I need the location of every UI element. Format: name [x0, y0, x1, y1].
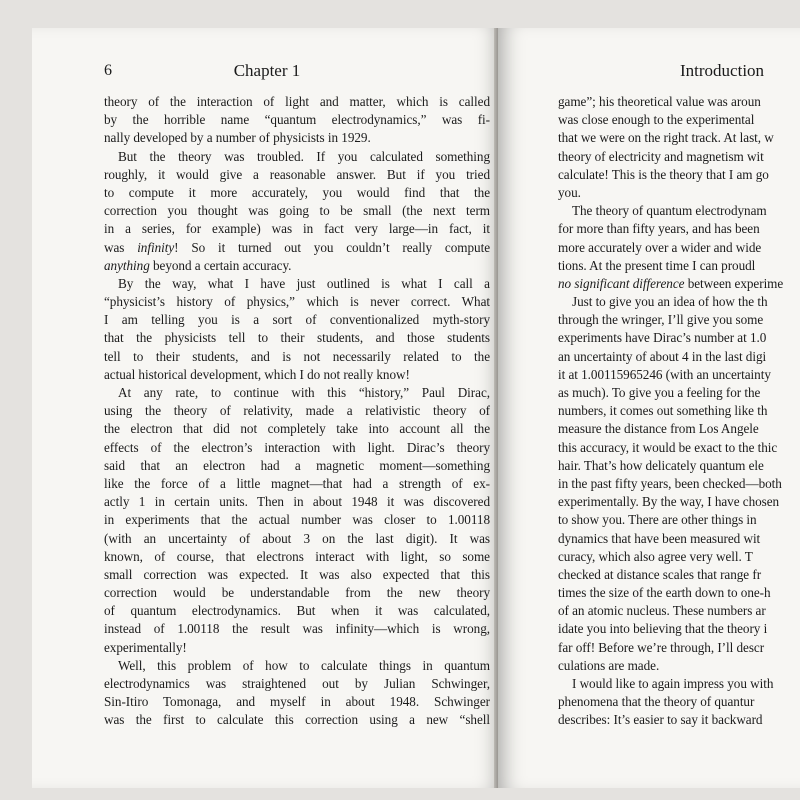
text-line: in the past fifty years, been checked—both — [558, 475, 782, 491]
left-page — [32, 28, 502, 788]
text-line: experiments have Dirac’s number at 1.0 — [558, 330, 767, 346]
text-line: known, of course, that electrons interact with light, so some — [104, 548, 490, 564]
text-line: game”; his theoretical value was aroun — [558, 94, 761, 109]
left-page-body — [104, 93, 490, 730]
text-line: the electron that did not completely take into account all the — [104, 421, 490, 437]
text-line: theory of electricity and magnetism wit — [558, 148, 764, 164]
text-line: an uncertainty of about 4 in the last digi — [558, 348, 767, 364]
text-line: theory of the interaction of light and matter, which is called — [104, 94, 490, 109]
text-line: I am telling you is a sort of conventionalized myth-story — [104, 312, 490, 328]
text-line: “physicist’s history of physics,” which is never correct. What — [104, 294, 490, 310]
text-line: idate you into believing that the theory i — [558, 621, 768, 637]
right-page — [498, 28, 800, 788]
text-line: But the theory was troubled. If you calculated something — [118, 148, 490, 164]
text-line: actly 1 in certain units. Then in about 1948 it was discovered — [104, 494, 490, 510]
text-line: nally developed by a number of physicists in 1929. — [104, 130, 371, 146]
text-line: in experiments that the actual number was closer to 1.00118 — [104, 512, 490, 528]
text-line: describes: It’s easier to say it backward — [558, 712, 763, 728]
text-line: effects of the electron’s interaction with light. Dirac’s theory — [104, 439, 490, 455]
text-line: phenomena that the theory of quantur — [558, 694, 755, 710]
text-line: correction would be understandable from the new theory — [104, 585, 490, 601]
text-line: through the wringer, I’ll give you some — [558, 312, 764, 328]
text-line: actual historical development, which I do not really know! — [104, 366, 410, 382]
chapter-title: Chapter 1 — [233, 61, 301, 80]
text-line: (with an uncertainty of about 3 on the last digit). It was — [104, 530, 490, 546]
text-line: was close enough to the experimental — [558, 112, 755, 128]
text-line: Well, this problem of how to calculate things in quantum — [118, 657, 490, 673]
text-line: small correction was expected. It was also expected that this — [104, 566, 490, 582]
text-line: it at 1.00115965246 (with an uncertainty — [558, 366, 771, 382]
right-page-body — [558, 93, 800, 730]
text-line: numbers, it comes out something like th — [558, 403, 768, 419]
text-line: in a series, for example) was in fact very large—in fact, it — [104, 221, 490, 237]
text-line: as much). To give you a feeling for the — [558, 385, 761, 400]
text-line: Just to give you an idea of how the th — [572, 294, 768, 310]
text-line: checked at distance scales that range fr — [558, 566, 762, 582]
text-line: was infinity! So it turned out you couldn’t really compute — [104, 239, 490, 255]
page-number: 6 — [104, 62, 112, 79]
text-line: electrodynamics was straightened out by Julian Schwinger, — [104, 676, 490, 691]
text-line: culations are made. — [558, 657, 660, 673]
text-line: correction you thought was going to be small (the next term — [104, 203, 490, 219]
text-line: At any rate, to continue with this “history,” Paul Dirac, — [118, 385, 490, 400]
text-line: to compute it more accurately, you would find that the — [104, 184, 490, 200]
text-line: that the physicists tell to their students, and those students — [104, 330, 490, 346]
text-line: to show you. There are other things in — [558, 512, 757, 528]
text-line: anything beyond a certain accuracy. — [104, 257, 292, 273]
text-line: of quantum electrodynamics. But when it was calculated, — [104, 603, 490, 619]
text-line: roughly, it would give a reasonable answer. But if you tried — [104, 166, 490, 182]
text-line: measure the distance from Los Angele — [558, 421, 759, 437]
text-line: curacy, which also agree very well. T — [558, 548, 753, 564]
text-line: this accuracy, it would be exact to the thic — [558, 439, 778, 455]
right-page-title: Introduction — [680, 61, 765, 80]
text-line: instead of 1.00118 the result was infinity—which is wrong, — [104, 621, 490, 637]
text-line: no significant difference between experime — [558, 275, 784, 291]
text-line: was the first to calculate this correction using a new “shell — [104, 712, 490, 728]
text-line: of an atomic nucleus. These numbers ar — [558, 603, 766, 619]
text-line: that we were on the right track. At last, w — [558, 130, 774, 146]
text-line: more accurately over a wider and wide — [558, 239, 762, 255]
text-line: dynamics that have been measured wit — [558, 530, 761, 546]
text-line: for more than fifty years, and has been — [558, 221, 760, 237]
text-line: experimentally. By the way, I have chosen — [558, 494, 780, 510]
text-line: hair. That’s how delicately quantum ele — [558, 457, 764, 473]
text-line: times the size of the earth down to one-h — [558, 585, 771, 601]
text-line: by the horrible name “quantum electrodynamics,” was fi- — [104, 112, 490, 128]
text-line: I would like to again impress you with — [572, 676, 774, 691]
text-line: The theory of quantum electrodynam — [572, 203, 767, 219]
text-line: Sin-Itiro Tomonaga, and myself in about 1948. Schwinger — [104, 694, 490, 710]
text-line: using the theory of relativity, made a relativistic theory of — [104, 403, 490, 419]
text-line: By the way, what I have just outlined is what I call a — [118, 275, 490, 291]
text-line: calculate! This is the theory that I am go — [558, 166, 769, 182]
text-line: like the force of a little magnet—that had a strength of ex- — [104, 475, 490, 491]
text-line: tions. At the present time I can proudl — [558, 257, 756, 273]
text-line: far off! Before we’re through, I’ll descr — [558, 639, 765, 655]
text-line: said that an electron had a magnetic moment—something — [104, 457, 490, 473]
text-line: you. — [558, 184, 581, 200]
text-line: tell to their students, and is not necessarily related to the — [104, 348, 490, 364]
text-line: experimentally! — [104, 639, 187, 655]
